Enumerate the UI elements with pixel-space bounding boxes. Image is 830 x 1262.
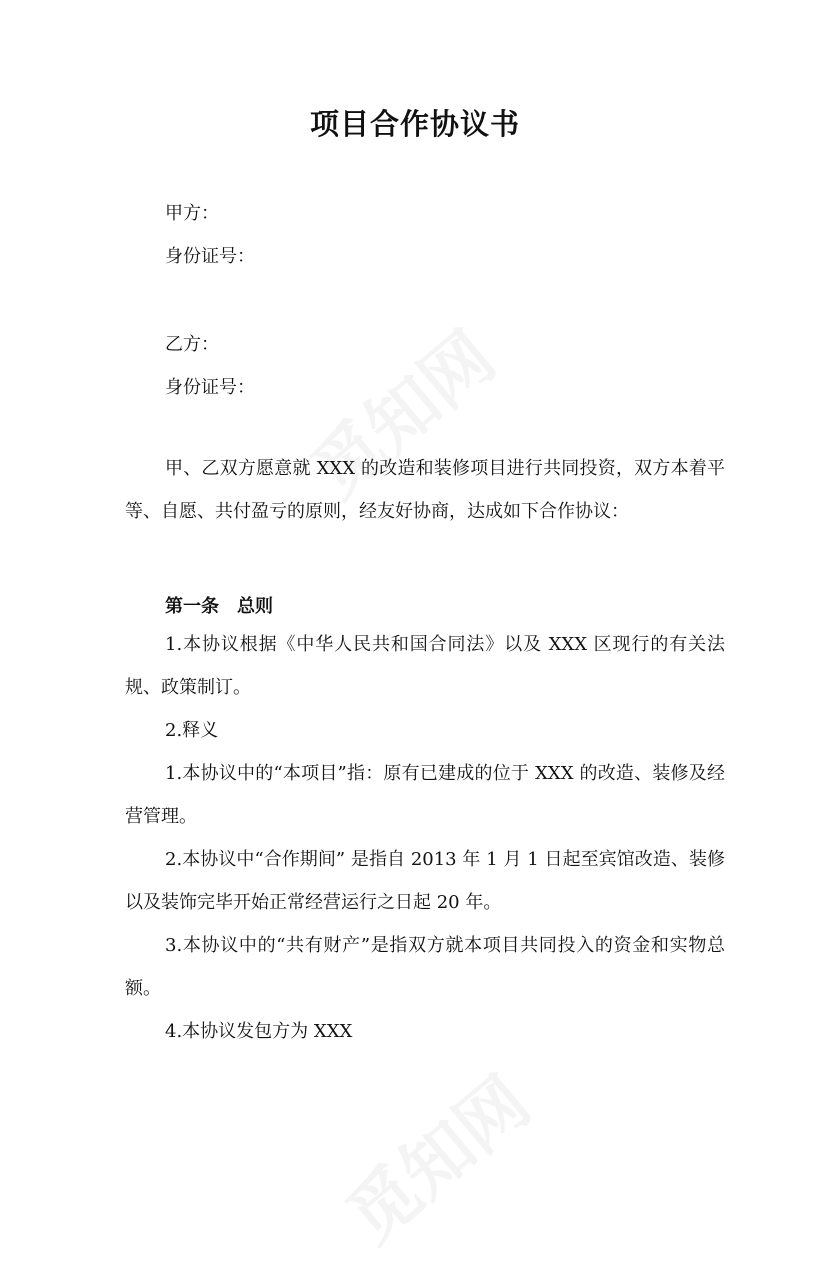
clause-2: 2.释义 bbox=[165, 720, 219, 741]
party-a-label: 甲方： bbox=[165, 203, 219, 224]
definition-2: 2.本协议中“合作期间” 是指自 2013 年 1 月 1 日起至宾馆改造、装修以及装饰完毕开始正常经营运行之日起 20 年。 bbox=[125, 849, 725, 913]
definition-4: 4.本协议发包方为 XXX bbox=[165, 1021, 353, 1042]
party-a-id-label: 身份证号： bbox=[165, 246, 255, 267]
intro-paragraph: 甲、乙双方愿意就 XXX 的改造和装修项目进行共同投资，双方本着平等、自愿、共付盈亏的原则，经友好协商，达成如下合作协议： bbox=[125, 458, 725, 522]
definition-1: 1.本协议中的“本项目”指：原有已建成的位于 XXX 的改造、装修及经营管理。 bbox=[125, 763, 725, 827]
party-b-id-label: 身份证号： bbox=[165, 377, 255, 398]
clause-1: 1.本协议根据《中华人民共和国合同法》以及 XXX 区现行的有关法规、政策制订。 bbox=[125, 634, 725, 698]
watermark-bottom bbox=[322, 1049, 548, 1261]
definition-3: 3.本协议中的“共有财产”是指双方就本项目共同投入的资金和实物总额。 bbox=[125, 935, 725, 999]
section-1-heading: 第一条 总则 bbox=[165, 596, 273, 617]
party-b-label: 乙方： bbox=[165, 334, 219, 355]
document-title: 项目合作协议书 bbox=[309, 107, 520, 141]
